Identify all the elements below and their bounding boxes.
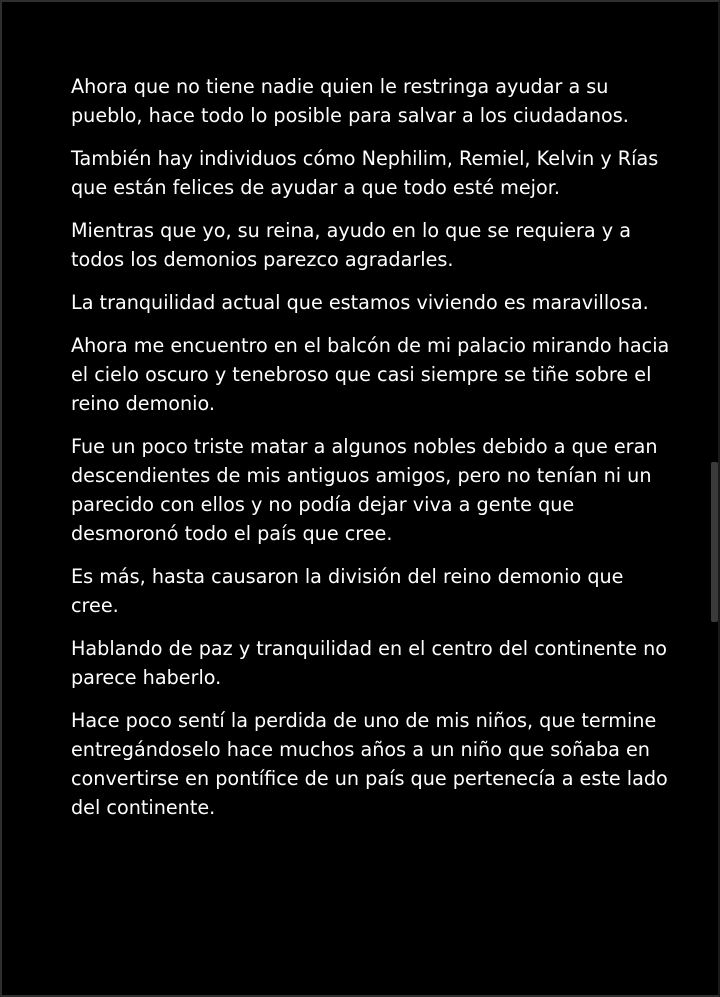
paragraph-3: Mientras que yo, su reina, ayudo en lo que se requiera y a todos los demonios parezco agradarles. [71, 219, 632, 271]
paragraph-5: Ahora me encuentro en el balcón de mi palacio mirando hacia el cielo oscuro y tenebroso que casi siempre se tiñe sobre el reino demonio. [71, 334, 670, 415]
text-column [71, 72, 671, 836]
paragraph-6: Fue un poco triste matar a algunos nobles debido a que eran descendientes de mis antiguos amigos, pero no tenían ni un parecido con ellos y no podía dejar viva a gente que desmoronó todo el país que cree. [71, 435, 658, 545]
paragraph-2: También hay individuos cómo Nephilim, Remiel, Kelvin y Rías que están felices de ayudar a que todo esté mejor. [71, 147, 659, 199]
paragraph-9: Hace poco sentí la perdida de uno de mis niños, que termine entregándoselo hace muchos años a un niño que soñaba en convertirse en pontífice de un país que pertenecía a este lado del continente. [71, 709, 668, 819]
paragraph-4: La tranquilidad actual que estamos viviendo es maravillosa. [71, 291, 649, 314]
paragraph-7: Es más, hasta causaron la división del reino demonio que cree. [71, 565, 624, 617]
scrollbar-thumb[interactable] [711, 462, 718, 622]
paragraph-8: Hablando de paz y tranquilidad en el centro del continente no parece haberlo. [71, 637, 667, 689]
paragraph-1: Ahora que no tiene nadie quien le restringa ayudar a su pueblo, hace todo lo posible para salvar a los ciudadanos. [71, 75, 629, 127]
